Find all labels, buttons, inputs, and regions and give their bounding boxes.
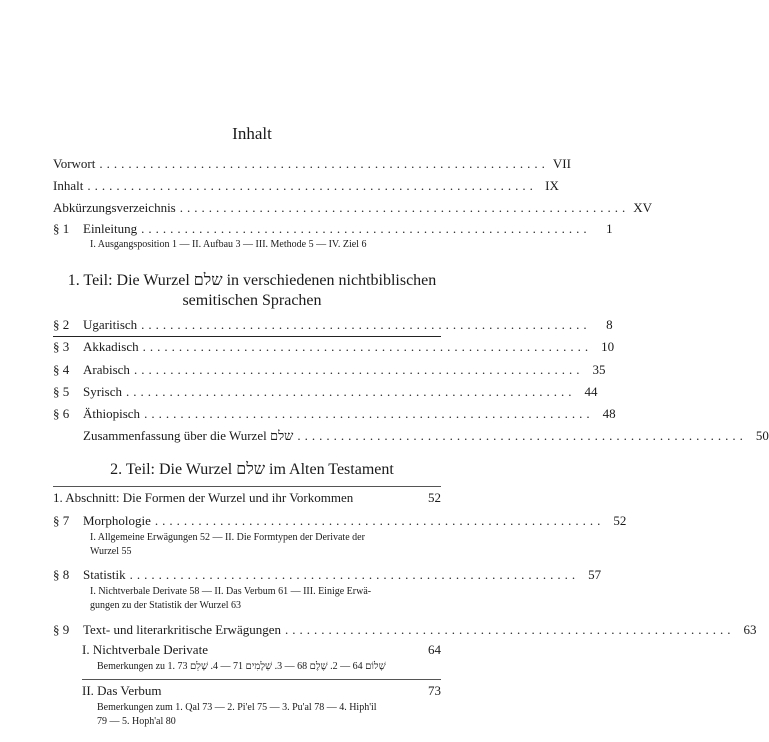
entry-page: 50 (755, 428, 769, 443)
entry-subtopics: I. Allgemeine Erwägungen 52 — II. Die Formtypen der Derivate der (90, 532, 365, 543)
row-divider (53, 336, 441, 337)
toc-entry-syrisch (53, 383, 598, 401)
entry-label: Äthiopisch (83, 406, 141, 421)
leader-spacer (353, 489, 423, 507)
leader-dots: .............................................................. (126, 384, 576, 399)
entry-page: 64 (428, 642, 441, 657)
entry-page: IX (545, 178, 559, 193)
toc-entry-abschnitt-1 (53, 489, 441, 507)
entry-subtopics: Bemerkungen zum 1. Qal 73 — 2. Pi'el 75 — 3. Pu'al 78 — 4. Hiph'il (97, 702, 377, 713)
entry-label: Text- und literarkritische Erwägungen (83, 622, 281, 637)
section-number: § 9 (53, 622, 70, 637)
entry-label: Arabisch (83, 362, 130, 377)
entry-subtopics: gungen zu der Statistik der Wurzel 63 (90, 600, 242, 611)
section-number: § 3 (53, 339, 70, 354)
entry-page: XV (633, 200, 653, 215)
entry-subtopics: Wurzel 55 (90, 546, 132, 557)
leader-dots: .............................................................. (129, 567, 580, 582)
entry-page: 63 (743, 622, 757, 637)
leader-dots: .............................................................. (87, 178, 537, 193)
entry-subtopics: I. Ausgangsposition 1 — II. Aufbau 3 — III. Methode 5 — IV. Ziel 6 (90, 239, 367, 250)
part2-title: 2. Teil: Die Wurzel שלם im Alten Testament (110, 461, 394, 478)
leader-dots: .............................................................. (179, 200, 630, 215)
entry-label: I. Nichtverbale Derivate (82, 642, 208, 657)
toc-entry-einleitung (53, 220, 613, 238)
entry-page: 44 (584, 384, 598, 399)
toc-entry-ugaritisch (53, 316, 613, 334)
entry-page: 73 (428, 683, 441, 698)
entry-label: Syrisch (83, 384, 122, 399)
toc-entry-statistik (53, 566, 602, 584)
toc-heading: Inhalt (232, 124, 272, 143)
entry-subtopics: 79 — 5. Hoph'al 80 (97, 716, 176, 727)
leader-dots: .............................................................. (285, 622, 735, 637)
entry-label: Inhalt (53, 178, 84, 193)
leader-spacer (162, 682, 423, 700)
entry-label: Zusammenfassung über die Wurzel שלם (83, 428, 294, 443)
section-number: § 1 (53, 221, 70, 236)
section-number: § 2 (53, 317, 70, 332)
entry-page: 10 (601, 339, 615, 354)
leader-dots: .............................................................. (133, 362, 584, 377)
toc-entry-textkritik (53, 621, 757, 639)
entry-label: Morphologie (83, 513, 151, 528)
entry-label: 1. Abschnitt: Die Formen der Wurzel und ihr Vorkommen (53, 490, 354, 505)
toc-entry-akkadisch (53, 338, 615, 356)
entry-page: 8 (606, 317, 613, 332)
toc-entry-inhalt (53, 177, 559, 195)
entry-page: 35 (592, 362, 606, 377)
part1-title-line1: 1. Teil: Die Wurzel שלם in verschiedenen nichtbiblischen (67, 272, 437, 289)
entry-page: 57 (588, 567, 602, 582)
entry-subtopics: I. Nichtverbale Derivate 58 — II. Das Verbum 61 — III. Einige Erwä- (90, 586, 372, 597)
leader-dots: .............................................................. (154, 513, 605, 528)
entry-page: VII (552, 156, 571, 171)
entry-label: II. Das Verbum (82, 683, 162, 698)
entry-page: 1 (606, 221, 613, 236)
part1-title-line2: semitischen Sprachen (182, 292, 322, 309)
leader-dots: .............................................................. (142, 339, 593, 354)
entry-label: Abkürzungsverzeichnis (53, 200, 176, 215)
entry-label: Vorwort (53, 156, 96, 171)
row-divider (82, 679, 441, 680)
entry-page: 52 (428, 490, 441, 505)
entry-label: Ugaritisch (83, 317, 138, 332)
toc-entry-nichtverbale-derivate (82, 641, 441, 659)
entry-label: Statistik (83, 567, 126, 582)
section-number: § 5 (53, 384, 70, 399)
leader-dots: .............................................................. (99, 156, 549, 171)
section-number: § 4 (53, 362, 70, 377)
entry-page: 48 (602, 406, 616, 421)
entry-label: Einleitung (83, 221, 138, 236)
leader-spacer (208, 641, 423, 659)
section-number: § 8 (53, 567, 70, 582)
toc-entry-aethiopisch (53, 405, 616, 423)
entry-label: Akkadisch (83, 339, 139, 354)
leader-dots: .............................................................. (297, 428, 747, 443)
row-divider (53, 486, 441, 487)
leader-dots: .............................................................. (141, 221, 591, 236)
section-number: § 7 (53, 513, 70, 528)
leader-dots: .............................................................. (141, 317, 591, 332)
toc-entry-zusammenfassung (53, 427, 769, 445)
leader-dots: .............................................................. (144, 406, 594, 421)
toc-entry-vorwort (53, 155, 571, 173)
toc-entry-das-verbum (82, 682, 441, 700)
toc-entry-morphologie (53, 512, 627, 530)
entry-subtopics: Bemerkungen zu 1. שָׁלוֹם 64 — 2. שֶׁלֶם 68 — 3. שְׁלָמִים 71 — 4. שָׁלֵם 73 (97, 661, 386, 672)
section-number: § 6 (53, 406, 70, 421)
toc-entry-abkuerzungen (53, 199, 653, 217)
toc-entry-arabisch (53, 361, 606, 379)
entry-page: 52 (613, 513, 627, 528)
